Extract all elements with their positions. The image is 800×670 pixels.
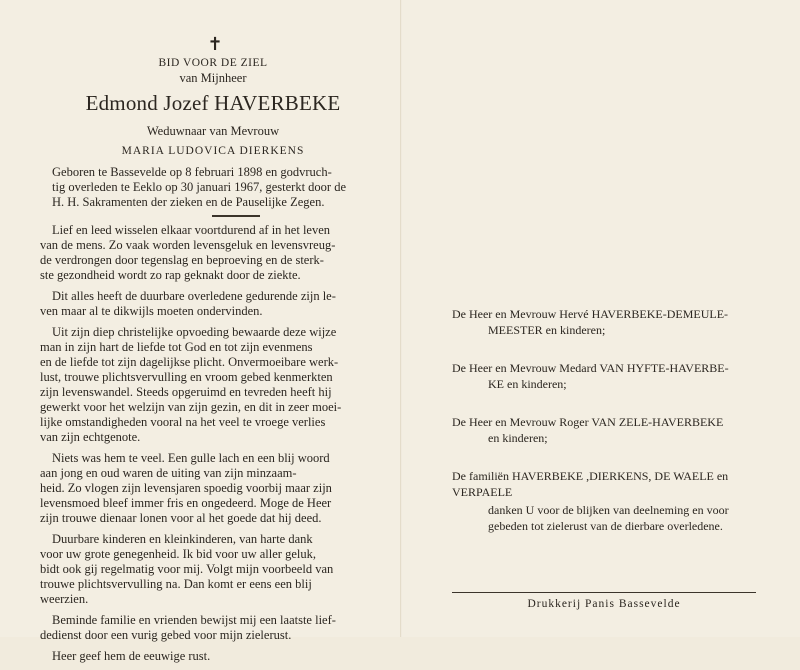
text-line: en de liefde tot zijn dagelijkse plicht. Onvermoeibare werk- <box>40 355 339 369</box>
printer-credit: Drukkerij Panis Bassevelde <box>527 598 681 610</box>
text-line: Dit alles heeft de duurbare overledene gedurende zijn le- <box>52 289 336 303</box>
text-line: trouwe plichtsvervulling na. Dan komt er eens een blij <box>40 577 312 591</box>
thanks-line: danken U voor de blijken van deelneming en voor <box>488 503 729 517</box>
paragraph-4 <box>40 451 386 526</box>
mourner-line: De Heer en Mevrouw Medard VAN HYFTE-HAVERBE- <box>452 361 729 375</box>
thanks-line: gebeden tot zielerust van de dierbare overledene. <box>488 519 723 533</box>
text-line: lust, trouwe plichtsvervulling en vroom gebed kenmerkten <box>40 370 333 384</box>
text-line: zijn levenswandel. Steeds opgeruimd en tevreden heeft hij <box>40 385 332 399</box>
text-line: lijke omstandigheden vooral na het veel te vroege verlies <box>40 415 326 429</box>
mourner-line: en kinderen; <box>488 431 548 445</box>
text-line: Heer geef hem de eeuwige rust. <box>52 649 211 663</box>
text-line: man in zijn hart de liefde tot God en tot zijn evenmens <box>40 340 313 354</box>
text-line: Duurbare kinderen en kleinkinderen, van harte dank <box>52 532 313 546</box>
prayer-heading: BID VOOR DE ZIEL <box>158 57 268 69</box>
mourner-entry <box>452 306 772 338</box>
text-line: gewerkt voor het welzijn van zijn gezin, en dit in zeer moei- <box>40 400 342 414</box>
cross-icon: ✝ <box>207 34 223 54</box>
text-line: bidt ook gij regelmatig voor mij. Volgt mijn voorbeeld van <box>40 562 334 576</box>
card-fold <box>400 0 402 637</box>
text-line: van zijn echtgenote. <box>40 430 141 444</box>
text-line: de verdrongen door tegenslag en beproeving en de sterk- <box>40 253 324 267</box>
text-line: Niets was hem te veel. Een gulle lach en een blij woord <box>52 451 330 465</box>
mourner-line: De Heer en Mevrouw Roger VAN ZELE-HAVERBEKE <box>452 415 724 429</box>
mourner-entry <box>452 468 772 500</box>
right-page <box>452 306 772 534</box>
text-line: levensmoed bleef immer fris en ongedeerd. Moge de Heer <box>40 496 332 510</box>
paragraph-2 <box>40 289 386 319</box>
mourner-line: KE en kinderen; <box>488 377 567 391</box>
paragraph-1 <box>40 223 386 283</box>
biography <box>40 165 386 210</box>
text-line: voor uw grote genegenheid. Ik bid voor uw aller geluk, <box>40 547 316 561</box>
mourner-line: MEESTER en kinderen; <box>488 323 606 337</box>
text-line: aan jong en oud waren de uiting van zijn minzaam- <box>40 466 297 480</box>
paragraph-5 <box>40 532 386 607</box>
mourner-line: VERPAELE <box>452 485 513 499</box>
mourner-line: De Heer en Mevrouw Hervé HAVERBEKE-DEMEULE- <box>452 307 729 321</box>
text-line: Lief en leed wisselen elkaar voortdurend af in het leven <box>52 223 331 237</box>
mourner-entry <box>452 360 772 392</box>
left-page <box>40 34 386 670</box>
honorific: van Mijnheer <box>179 71 247 85</box>
widower-line: Weduwnaar van Mevrouw <box>146 124 280 138</box>
text-line: Uit zijn diep christelijke opvoeding bewaarde deze wijze <box>52 325 337 339</box>
paragraph-7 <box>40 649 386 664</box>
text-line: zijn trouwe dienaar lonen voor al het goede dat hij deed. <box>40 511 322 525</box>
divider-rule <box>212 215 260 217</box>
text-line: Beminde familie en vrienden bewijst mij een laatste lief- <box>52 613 336 627</box>
paragraph-3 <box>40 325 386 445</box>
text-line: dedienst door een vurig gebed voor mijn zielerust. <box>40 628 292 642</box>
text-line: ste gezondheid wordt zo rap geknakt door de ziekte. <box>40 268 301 282</box>
bio-line: Geboren te Bassevelde op 8 februari 1898 en godvruch- <box>52 165 332 179</box>
mourner-entry <box>452 414 772 446</box>
bio-line: H. H. Sakramenten der zieken en de Pauselijke Zegen. <box>52 195 325 209</box>
text-line: heid. Zo vlogen zijn levensjaren spoedig voorbij maar zijn <box>40 481 332 495</box>
printer-rule <box>452 592 756 593</box>
deceased-name: Edmond Jozef HAVERBEKE <box>85 91 341 115</box>
thanks-text <box>452 502 772 534</box>
bio-line: tig overleden te Eeklo op 30 januari 1967, gesterkt door de <box>52 180 347 194</box>
mourner-line: De familiën HAVERBEKE ,DIERKENS, DE WAELE en <box>452 469 729 483</box>
wife-name: MARIA LUDOVICA DIERKENS <box>121 145 305 157</box>
paragraph-6 <box>40 613 386 643</box>
text-line: weerzien. <box>40 592 89 606</box>
text-line: van de mens. Zo vaak worden levensgeluk en levensvreug- <box>40 238 336 252</box>
text-line: ven maar al te dikwijls moeten ondervinden. <box>40 304 263 318</box>
